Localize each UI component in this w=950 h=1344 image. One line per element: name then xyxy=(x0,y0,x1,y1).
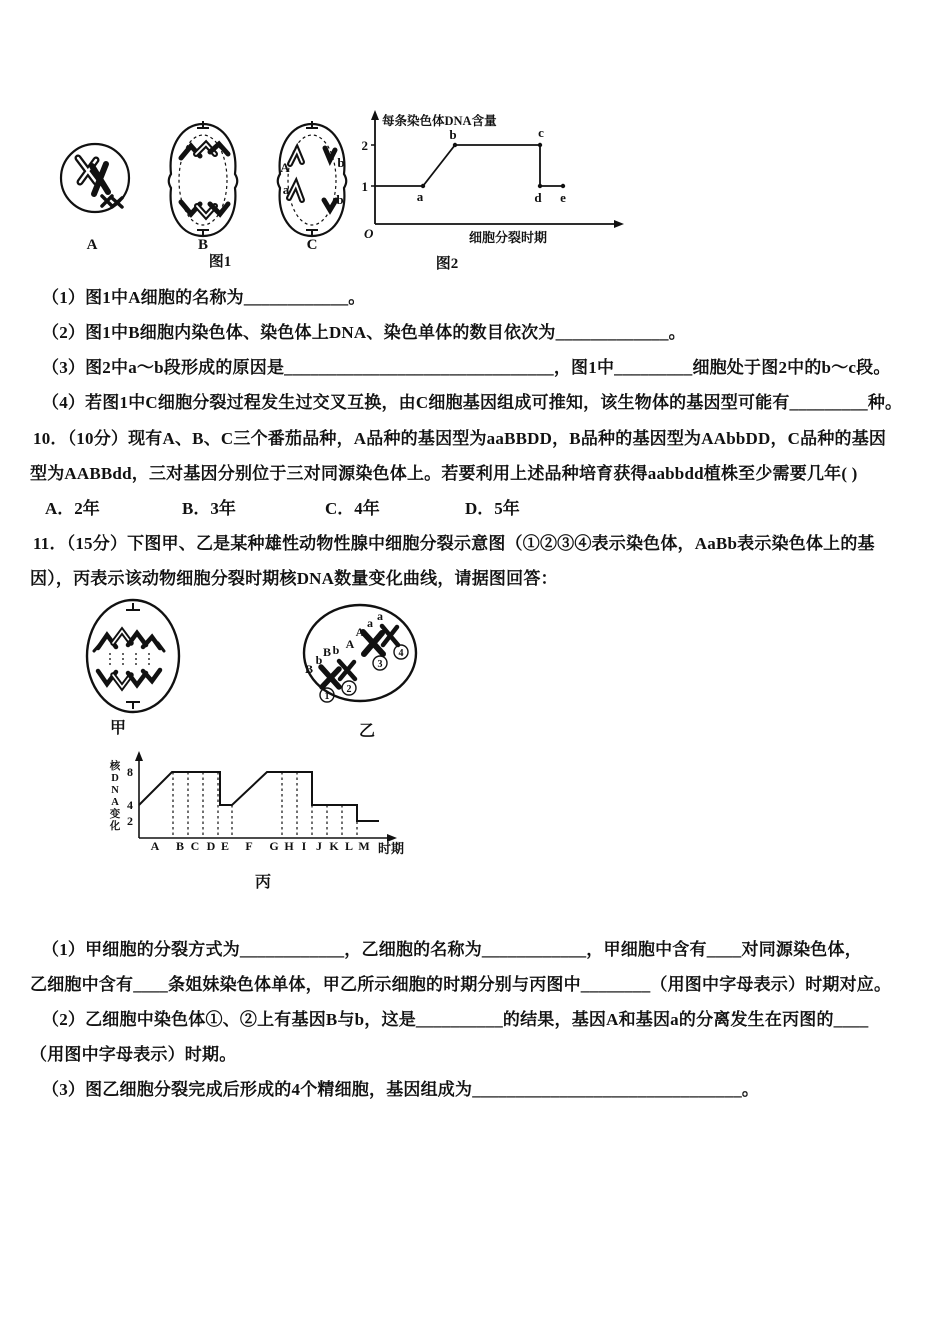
gene-label: b xyxy=(336,192,344,207)
spindle-pole-bottom xyxy=(126,702,140,709)
gene-label: a xyxy=(367,616,373,630)
svg-text:N: N xyxy=(111,785,119,796)
cell-c-label: C xyxy=(306,237,318,253)
svg-text:变: 变 xyxy=(109,809,121,820)
y-axis-arrow xyxy=(371,110,379,120)
point-d xyxy=(538,184,542,188)
q11-part1-line2: 乙细胞中含有____条姐妹染色体单体，甲乙所示细胞的时期分别与丙图中________（用图中字母表示）时期对应。 xyxy=(30,975,892,994)
gene-label: A xyxy=(280,160,290,175)
figure-bing-xlabel: 时期 xyxy=(378,841,405,856)
chromosomes-top xyxy=(181,144,228,158)
figure2-xlabel: 细胞分裂时期 xyxy=(468,230,548,245)
spindle-fibers xyxy=(110,653,149,667)
y-tick-1: 1 xyxy=(361,179,368,194)
gene-label: a xyxy=(282,182,290,197)
x-tick-labels xyxy=(151,839,370,853)
q9-part4: （4）若图1中C细胞分裂过程发生过交叉互换，由C细胞基因组成可推知，该生物体的基因型可能有_________种。 xyxy=(42,393,903,412)
q10-option-c: C．4年 xyxy=(325,499,380,518)
chromosome-upper-left xyxy=(290,150,302,164)
svg-text:C: C xyxy=(190,839,200,853)
figure1-cell-b xyxy=(169,121,238,253)
q9-part2: （2）图1中B细胞内染色体、染色体上DNA、染色单体的数目依次为_____________。 xyxy=(42,323,686,342)
spindle-pole-top xyxy=(126,603,140,610)
svg-text:D: D xyxy=(206,839,216,853)
svg-text:1: 1 xyxy=(324,691,330,702)
q9-part1: （1）图1中A细胞的名称为____________。 xyxy=(42,288,366,307)
cell-b-label: B xyxy=(197,237,209,253)
cell-jia xyxy=(87,600,179,737)
q11-line2: 因），丙表示该动物细胞分裂时期核DNA数量变化曲线，请据图回答： xyxy=(30,569,558,588)
y-tick-2: 2 xyxy=(361,138,368,153)
figure1-cell-c xyxy=(278,121,347,253)
point-a xyxy=(421,184,425,188)
svg-text:H: H xyxy=(284,839,294,853)
svg-text:K: K xyxy=(329,839,339,853)
dna-curve xyxy=(139,772,379,821)
svg-text:A: A xyxy=(150,839,160,853)
cell-yi-label: 乙 xyxy=(358,723,376,740)
gene-label: a xyxy=(377,609,383,623)
figure1-cell-a xyxy=(61,144,129,253)
y-tick-8: 8 xyxy=(127,765,133,779)
chromosome-lower-right xyxy=(324,200,336,210)
q10-line2: 型为AABBdd，三对基因分别位于三对同源染色体上。若要利用上述品种培育获得aabbdd植株至少需要几年( ) xyxy=(30,464,858,483)
figure2-caption: 图2 xyxy=(435,256,459,272)
figure-jia-yi-cells xyxy=(60,593,430,743)
chromosome-small-pair xyxy=(102,196,122,207)
svg-text:D: D xyxy=(111,773,119,784)
point-e xyxy=(561,184,565,188)
origin-label: O xyxy=(364,226,374,241)
gene-label: b xyxy=(315,653,323,667)
svg-text:化: 化 xyxy=(109,821,121,832)
svg-text:E: E xyxy=(220,839,230,853)
gene-label: B xyxy=(304,662,314,676)
svg-text:M: M xyxy=(358,839,370,853)
q10-line1: 10．（10分）现有A、B、C三个番茄品种，A品种的基因型为aaBBDD，B品种的基因型为AAbbDD，C品种的基因 xyxy=(33,429,887,448)
y-tick-2: 2 xyxy=(127,814,133,828)
chromosome-lower-left xyxy=(289,184,302,200)
figure1-caption: 图1 xyxy=(208,254,232,270)
y-axis-arrow xyxy=(135,751,143,761)
cell-yi xyxy=(304,605,416,740)
svg-text:L: L xyxy=(344,839,354,853)
chromosomes-bottom xyxy=(181,202,228,216)
q10-option-d: D．5年 xyxy=(465,499,520,518)
point-c-label: c xyxy=(538,125,544,140)
gene-label: A xyxy=(355,625,365,639)
point-c xyxy=(538,143,542,147)
q11-part2-line1: （2）乙细胞中染色体①、②上有基因B与b，这是__________的结果，基因A和基因a的分离发生在丙图的____ xyxy=(42,1010,869,1029)
q10-option-a: A．2年 xyxy=(45,499,100,518)
q9-part3: （3）图2中a～b段形成的原因是_______________________________，图1中_________细胞处于图2中的b～c段。 xyxy=(42,358,891,377)
q10-option-b: B．3年 xyxy=(182,499,236,518)
chromosome-num-4 xyxy=(394,645,408,659)
chromosome-pair-3-4 xyxy=(363,626,398,654)
gene-label: b xyxy=(332,643,340,657)
chromosome-num-3 xyxy=(373,656,387,670)
figure-bing-dna-chart xyxy=(95,745,415,900)
q11-part3: （3）图乙细胞分裂完成后形成的4个精细胞，基因组成为_______________________________。 xyxy=(42,1080,760,1099)
svg-text:J: J xyxy=(316,839,322,853)
chromosomes-lower-group xyxy=(98,670,160,687)
gene-label: B xyxy=(322,645,332,659)
point-b xyxy=(453,143,457,147)
svg-text:4: 4 xyxy=(398,648,404,659)
figure1-cell-diagram xyxy=(40,108,370,273)
q11-line1: 11．（15分）下图甲、乙是某种雄性动物性腺中细胞分裂示意图（①②③④表示染色体，AaBb表示染色体上的基 xyxy=(33,534,875,553)
x-axis-arrow xyxy=(614,220,624,228)
cell-a-label: A xyxy=(86,237,98,253)
svg-text:3: 3 xyxy=(377,659,383,670)
svg-text:B: B xyxy=(175,839,185,853)
svg-text:I: I xyxy=(301,839,307,853)
q11-part1-line1: （1）甲细胞的分裂方式为____________，乙细胞的名称为____________，甲细胞中含有____对同源染色体， xyxy=(42,940,862,959)
y-tick-4: 4 xyxy=(127,798,133,812)
svg-text:F: F xyxy=(245,839,253,853)
svg-text:2: 2 xyxy=(346,684,352,695)
point-e-label: e xyxy=(560,190,566,205)
gene-label: A xyxy=(345,637,355,651)
point-d-label: d xyxy=(534,190,542,205)
point-a-label: a xyxy=(416,189,424,204)
figure-bing-caption: 丙 xyxy=(254,874,272,891)
chromosome-num-2 xyxy=(342,681,356,695)
cell-jia-label: 甲 xyxy=(109,720,127,737)
chromosome-upper-right xyxy=(325,148,335,160)
q11-part2-line2: （用图中字母表示）时期。 xyxy=(30,1045,237,1064)
point-b-label: b xyxy=(449,127,457,142)
svg-text:核: 核 xyxy=(109,761,121,772)
figure2-title: 每条染色体DNA含量 xyxy=(382,114,497,128)
gene-label: b xyxy=(337,155,345,170)
figure2-dna-chart xyxy=(358,105,633,275)
y-axis-title xyxy=(109,759,121,832)
dna-curve xyxy=(375,145,563,186)
svg-text:G: G xyxy=(269,839,279,853)
svg-text:A: A xyxy=(111,797,119,808)
chromosomes-upper-group xyxy=(94,631,164,651)
